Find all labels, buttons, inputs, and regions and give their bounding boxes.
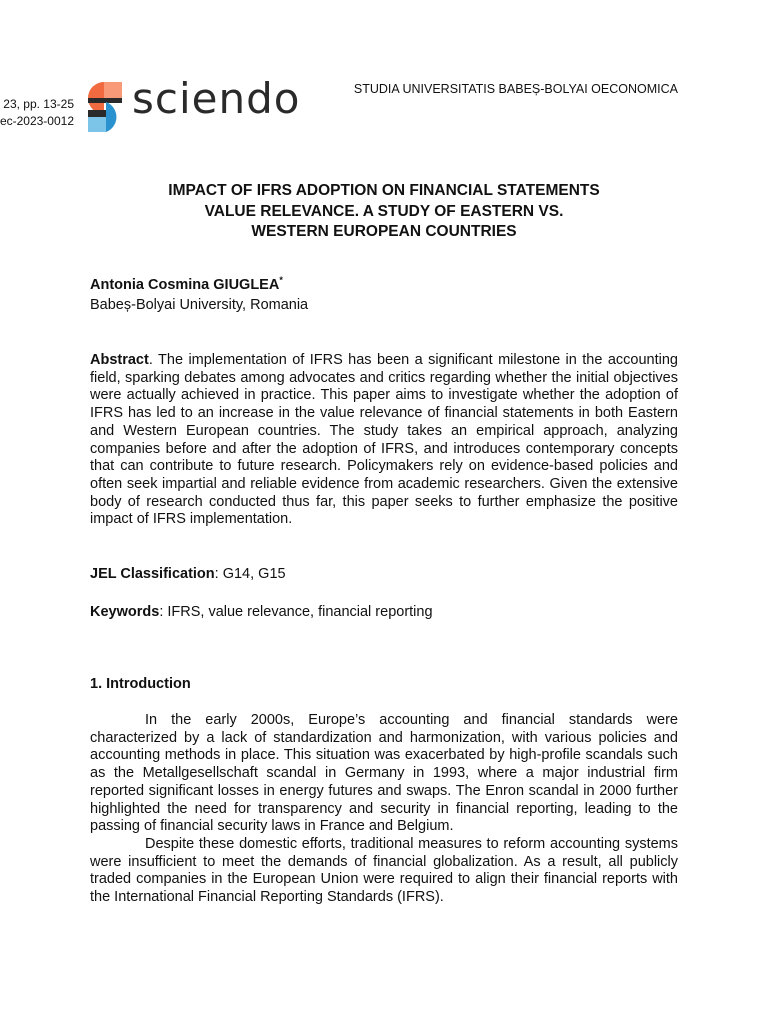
paragraph: Despite these domestic efforts, traditional measures to reform accounting systems were insufficient to meet the demands of financial globalization. As a result, all publicly traded companies in the European Union were required to align their financial reports with the International Financial Reporting Standards (IFRS). [90,835,678,906]
sciendo-logo [86,74,326,134]
introduction-body [90,712,678,907]
section-heading-introduction: 1. Introduction [90,676,191,692]
abstract-text: . The implementation of IFRS has been a significant milestone in the accounting field, sparking debates among advocates and critics regarding whether the initial objectives were actually achieved in practice. This paper aims to investigate whether the adoption of IFRS has led to an increase in the value relevance of financial statements in both Eastern and Western European countries. The study takes an empirical approach, analyzing companies before and after the adoption of IFRS, and introduces contemporary concepts that can contribute to future research. Policymakers rely on evidence-based policies and often seek impartial and reliable evidence from academic researchers. Given the extensive body of research conducted thus far, this paper seeks to further emphasize the positive impact of IFRS implementation. [90,352,678,528]
author-affiliation: Babeș-Bolyai University, Romania [90,297,309,313]
author-footnote-marker[interactable]: * [279,275,283,285]
paper-title [90,181,678,243]
title-line: IMPACT OF IFRS ADOPTION ON FINANCIAL STATEMENTS [168,182,600,199]
jel-label: JEL Classification [90,566,215,582]
journal-name: STUDIA UNIVERSITATIS BABEȘ-BOLYAI OECONOMICA [353,82,678,96]
sciendo-s-mark-icon [86,80,126,134]
keywords [90,604,433,620]
author-name [90,277,283,293]
jel-classification [90,566,286,582]
abstract [90,352,678,529]
abstract-label: Abstract [90,352,149,368]
sciendo-wordmark: sciendo [132,74,301,123]
paragraph: In the early 2000s, Europe’s accounting and financial standards were characterized by a lack of standardization and harmonization, with various policies and accounting methods in place. This situation was exacerbated by high-profile scandals such as the Metallgesellschaft scandal in Germany in 1993, where a major industrial firm reported significant losses in energy futures and swaps. The Enron scandal in 2000 further highlighted the need for transparency and security in financial reporting, leading to the passing of financial security laws in France and Belgium. [90,712,678,835]
author-name-text: Antonia Cosmina GIUGLEA [90,277,280,293]
page-range: 23, pp. 13-25 [3,97,74,111]
doi-fragment: ec-2023-0012 [0,114,74,128]
side-page-info [0,96,74,130]
title-line: WESTERN EUROPEAN COUNTRIES [251,223,517,240]
jel-value: : G14, G15 [214,566,286,582]
keywords-value: : IFRS, value relevance, financial reporting [159,604,433,620]
title-line: VALUE RELEVANCE. A STUDY OF EASTERN VS. [204,202,564,220]
keywords-label: Keywords [90,604,160,620]
